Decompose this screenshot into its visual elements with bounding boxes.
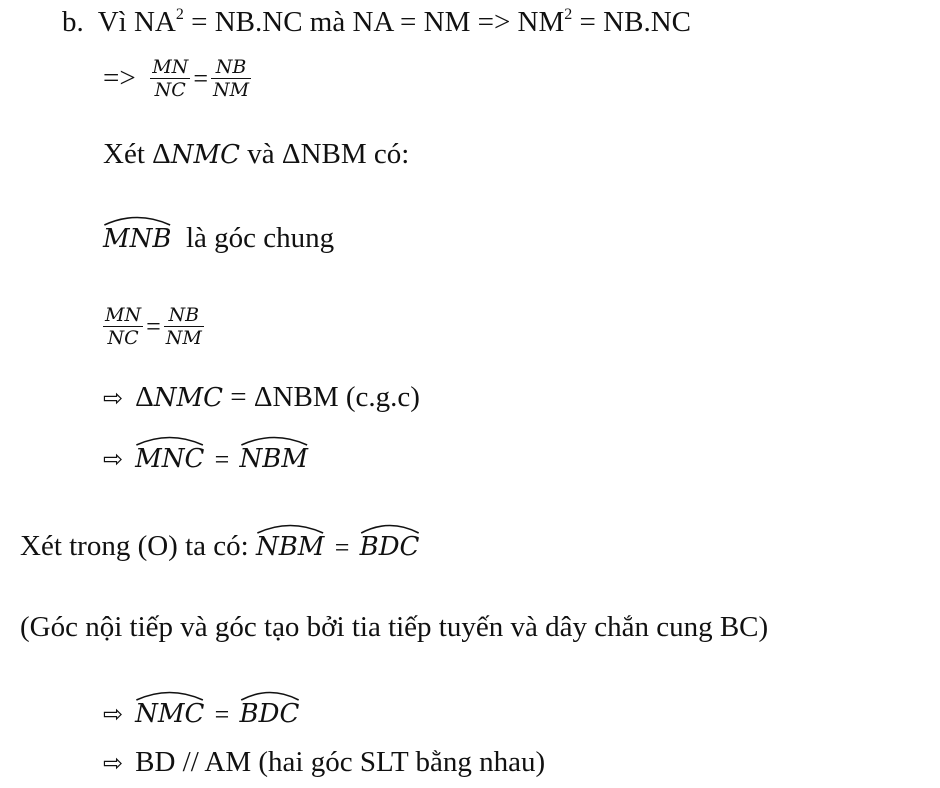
conclusion-text: BD // AM (hai góc SLT bằng nhau) — [135, 746, 546, 778]
angle-label: NMC — [135, 699, 205, 729]
angle-label: MNB — [103, 224, 172, 254]
ratio-line-1 — [103, 56, 251, 101]
consider-text: Xét Δ — [103, 138, 171, 170]
triangle-nmc: NMC — [170, 140, 241, 170]
angle-nbm — [240, 440, 308, 472]
equals-sign: = — [214, 700, 230, 730]
angle-hat-icon — [103, 214, 171, 226]
angle-hat-icon — [240, 689, 300, 701]
fraction-numerator: NB — [164, 304, 204, 327]
fraction-numerator: MN — [105, 304, 142, 326]
delta-symbol: Δ — [135, 381, 154, 413]
fraction-mn-nc — [150, 56, 190, 101]
fraction-nb-nm-2 — [164, 304, 204, 349]
implies-arrow-icon: ⇨ — [103, 749, 124, 777]
fraction-denominator: NC — [107, 327, 139, 349]
angle-equality-line-2 — [103, 695, 299, 728]
angle-label: BDC — [359, 532, 420, 562]
common-angle-line — [103, 220, 334, 253]
statement-text-2: = NB.NC mà NA = NM => NM — [183, 6, 565, 38]
angle-nmc — [135, 695, 204, 727]
implies-arrow-icon: ⇨ — [103, 445, 124, 473]
ratio-line-2 — [103, 304, 204, 349]
part-b-statement — [62, 8, 691, 37]
common-angle-text: là góc chung — [185, 222, 335, 254]
conclusion-line — [103, 748, 545, 777]
circle-consideration-line — [20, 528, 419, 561]
similarity-text: = ΔNBM (c.g.c) — [223, 381, 420, 413]
angle-hat-icon — [240, 434, 308, 446]
angle-label: NBM — [239, 444, 309, 474]
statement-text-3: = NB.NC — [572, 6, 691, 38]
angle-label: MNC — [135, 444, 205, 474]
angle-hat-icon — [256, 522, 324, 534]
superscript-2b: 2 — [564, 6, 573, 23]
angle-bdc-2 — [240, 695, 300, 727]
equals-sign: = — [146, 311, 161, 341]
angle-equality-line-1 — [103, 440, 308, 473]
fraction-numerator: MN — [152, 56, 189, 78]
reason-line — [20, 613, 768, 642]
consider-triangles-line — [103, 140, 409, 169]
angle-mnc — [135, 440, 204, 472]
triangle-nmc: NMC — [153, 383, 224, 413]
angle-hat-icon — [135, 689, 204, 701]
implies-arrow-icon: ⇨ — [103, 700, 124, 728]
statement-text-1: Vì NA — [97, 6, 176, 38]
reason-text: (Góc nội tiếp và góc tạo bởi tia tiếp tuyến và dây chắn cung BC) — [20, 611, 769, 643]
fraction-numerator: NB — [211, 56, 251, 79]
fraction-nb-nm — [211, 56, 251, 101]
angle-bdc — [360, 528, 420, 560]
angle-label: NBM — [255, 532, 325, 562]
equals-sign: = — [193, 63, 208, 93]
circle-text: Xét trong (O) ta có: — [20, 530, 249, 562]
implies-arrow-icon: ⇨ — [103, 384, 124, 412]
fraction-denominator: NM — [165, 327, 202, 349]
angle-label: BDC — [239, 699, 300, 729]
angle-hat-icon — [135, 434, 204, 446]
angle-mnb — [103, 220, 171, 252]
angle-nbm-2 — [256, 528, 324, 560]
consider-text-2: và ΔNBM có: — [240, 138, 410, 170]
superscript-2: 2 — [175, 6, 184, 23]
similarity-line — [103, 383, 420, 412]
fraction-mn-nc-2 — [103, 304, 143, 349]
fraction-denominator: NC — [154, 79, 186, 101]
fraction-denominator: NM — [212, 79, 250, 101]
equals-sign: = — [214, 445, 230, 475]
equals-sign: = — [334, 533, 350, 563]
part-b-label: b. — [62, 6, 84, 38]
angle-hat-icon — [360, 522, 420, 534]
implies-symbol: => — [103, 62, 136, 94]
